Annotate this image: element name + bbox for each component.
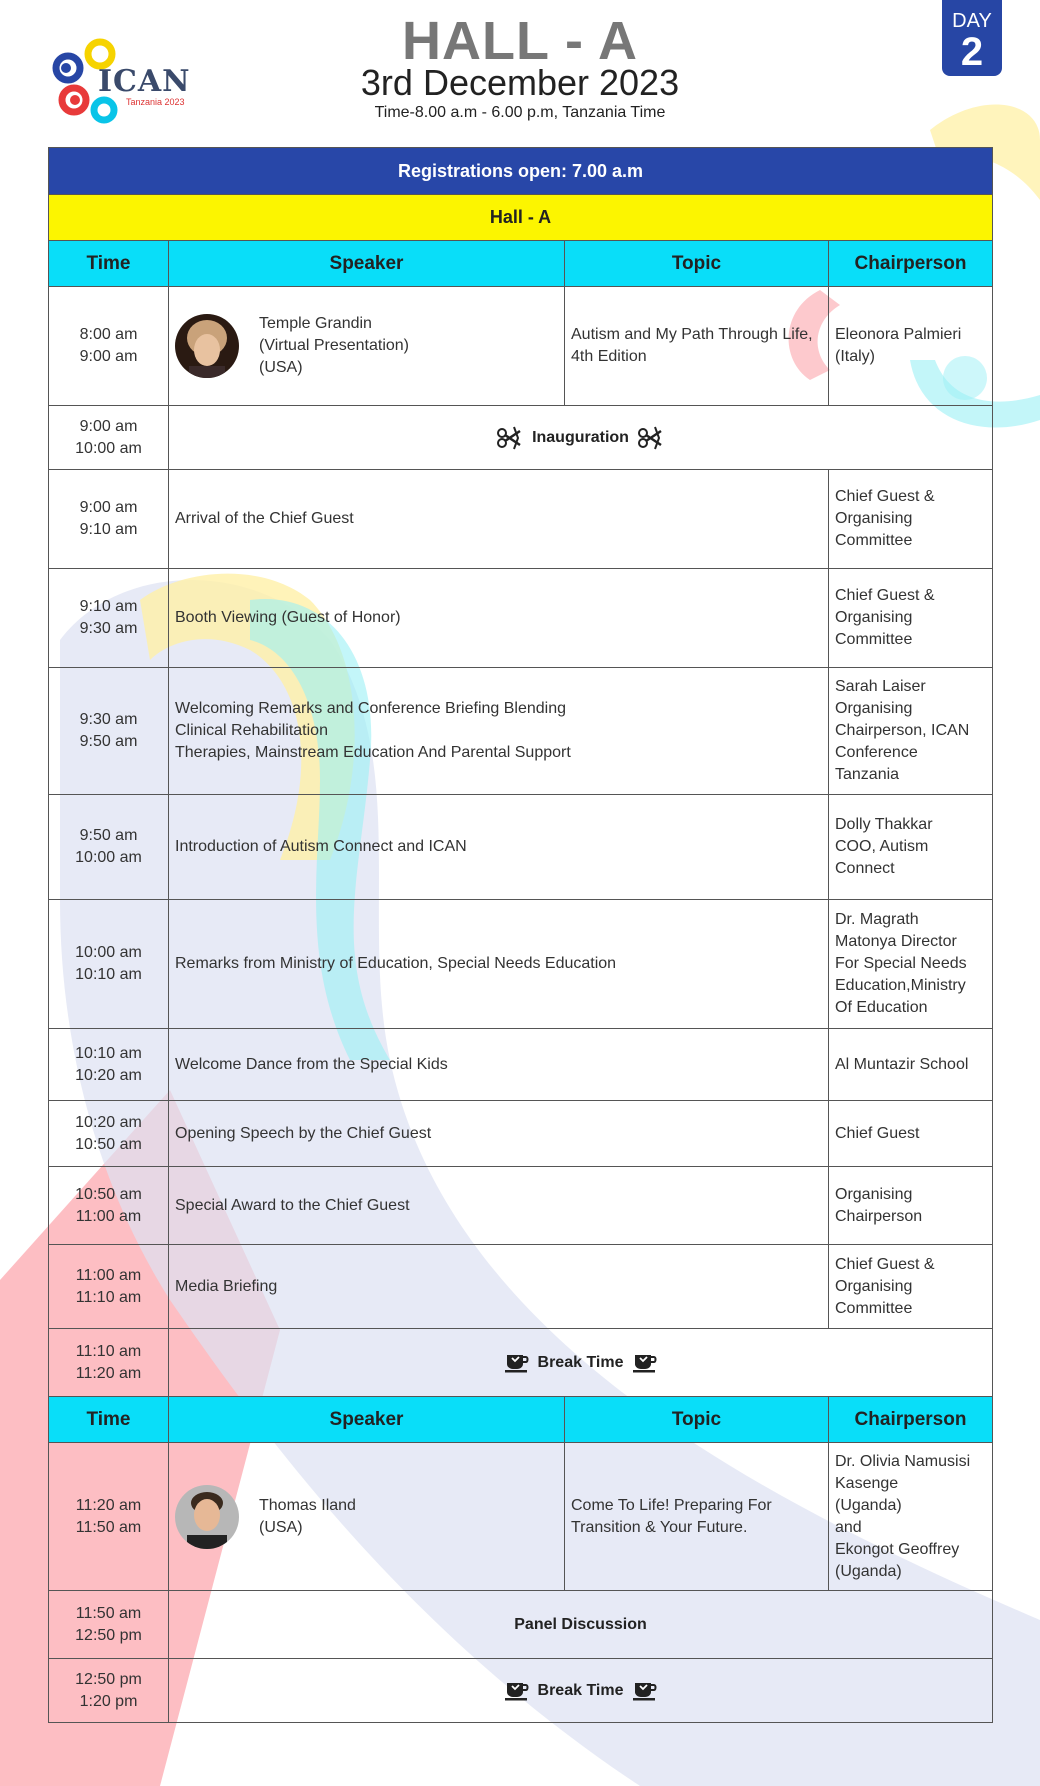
table-row — [49, 470, 993, 569]
speaker-country: (USA) — [259, 1518, 303, 1536]
coffee-cup-icon — [504, 1353, 530, 1373]
start-time: 9:00 am — [79, 499, 138, 516]
page-header — [0, 0, 1040, 140]
event-text: Arrival of the Chief Guest — [175, 510, 354, 527]
registration-banner — [49, 148, 993, 195]
chair-line: Ekongot Geoffrey — [835, 1540, 960, 1558]
end-time: 11:20 am — [75, 1364, 142, 1382]
hall-banner-text: Hall - A — [49, 195, 993, 241]
time-cell — [49, 1329, 169, 1397]
end-time: 10:20 am — [75, 1066, 142, 1084]
start-time: 8:00 am — [79, 326, 138, 343]
speaker-photo-temple-grandin — [175, 314, 239, 378]
end-time: 11:50 am — [75, 1518, 142, 1536]
time-cell — [49, 406, 169, 470]
time-cell — [49, 1029, 169, 1101]
chair-cell — [829, 900, 993, 1029]
start-time: 10:00 am — [75, 944, 142, 961]
table-row — [49, 668, 993, 795]
event-date: 3rd December 2023 — [360, 62, 680, 103]
time-cell — [49, 1443, 169, 1591]
column-header-chairperson: Chairperson — [829, 241, 993, 287]
time-cell — [49, 1245, 169, 1329]
column-header-row — [49, 241, 993, 287]
chair-line: Organising — [835, 1185, 913, 1203]
topic-cell: Autism and My Path Through Life, 4th Edition — [565, 287, 829, 406]
event-time: Time-8.00 a.m - 6.00 p.m, Tanzania Time — [374, 104, 666, 121]
speaker-country: (USA) — [259, 359, 303, 376]
chair-cell — [829, 1101, 993, 1167]
time-cell — [49, 1591, 169, 1659]
ribbon-cutting-icon — [496, 425, 524, 451]
speaker-note: (Virtual Presentation) — [259, 337, 409, 354]
break-cell — [169, 1659, 993, 1723]
chair-line: Conference — [835, 744, 918, 761]
start-time: 10:20 am — [75, 1113, 142, 1131]
day-label: DAY — [952, 10, 992, 32]
time-cell — [49, 1101, 169, 1167]
chair-line: Organising — [835, 609, 913, 626]
table-row — [49, 569, 993, 668]
end-time: 12:50 pm — [75, 1626, 142, 1644]
hall-banner — [49, 195, 993, 241]
chair-line: Connect — [835, 860, 895, 877]
chair-line: and — [835, 1518, 862, 1536]
start-time: 9:50 am — [79, 827, 138, 844]
chair-cell — [829, 470, 993, 569]
chair-cell — [829, 1245, 993, 1329]
chair-line: Chairperson, ICAN — [835, 722, 970, 739]
end-time: 9:10 am — [79, 521, 138, 538]
chair-line: Organising — [835, 1277, 913, 1295]
end-time: 10:00 am — [75, 849, 142, 866]
event-text: Opening Speech by the Chief Guest — [175, 1124, 432, 1142]
event-text: Special Award to the Chief Guest — [175, 1196, 410, 1214]
column-header-speaker: Speaker — [169, 241, 565, 287]
end-time: 9:00 am — [79, 348, 138, 365]
table-row — [49, 1329, 993, 1397]
hall-title: HALL - A — [402, 11, 638, 71]
chair-line: Tanzania — [835, 766, 900, 783]
chair-cell — [829, 795, 993, 900]
event-cell — [169, 668, 829, 795]
table-row — [49, 1245, 993, 1329]
schedule-table — [48, 147, 993, 1723]
chair-cell — [829, 1167, 993, 1245]
chair-line: Of Education — [835, 999, 928, 1016]
event-text: Media Briefing — [175, 1277, 278, 1295]
ribbon-cutting-icon — [637, 425, 665, 451]
chair-line: Organising — [835, 700, 913, 717]
registration-text: Registrations open: 7.00 a.m — [49, 148, 993, 195]
chair-line: Chief Guest & — [835, 1255, 935, 1273]
break-label: Break Time — [537, 1353, 624, 1371]
event-text: Clinical Rehabilitation — [175, 722, 328, 739]
speaker-cell — [169, 1443, 565, 1591]
column-header-topic: Topic — [565, 241, 829, 287]
chair-line: Eleonora Palmieri — [835, 326, 962, 343]
chair-cell — [829, 668, 993, 795]
event-cell — [169, 1029, 829, 1101]
event-text: Remarks from Ministry of Education, Special Needs Education — [175, 955, 617, 972]
chair-line: (Uganda) — [835, 1562, 902, 1580]
end-time: 9:50 am — [79, 733, 138, 750]
chair-line: For Special Needs — [835, 955, 967, 972]
chair-line: Matonya Director — [835, 933, 957, 950]
column-header-time: Time — [49, 1397, 169, 1443]
table-row — [49, 1659, 993, 1723]
start-time: 9:10 am — [79, 598, 138, 615]
table-row — [49, 1167, 993, 1245]
event-text: Welcome Dance from the Special Kids — [175, 1055, 448, 1073]
chair-line: (Italy) — [835, 348, 875, 365]
chair-line: Dr. Olivia Namusisi — [835, 1452, 971, 1470]
time-cell — [49, 795, 169, 900]
table-row — [49, 1029, 993, 1101]
event-text: Introduction of Autism Connect and ICAN — [175, 838, 467, 855]
chair-cell — [829, 1443, 993, 1591]
start-time: 11:20 am — [75, 1496, 142, 1514]
chair-line: (Uganda) — [835, 1496, 902, 1514]
start-time: 10:10 am — [75, 1044, 142, 1062]
event-cell — [169, 1167, 829, 1245]
chair-cell — [829, 569, 993, 668]
inauguration-cell — [169, 406, 993, 470]
inauguration-label: Inauguration — [532, 428, 629, 446]
end-time: 10:50 am — [75, 1135, 142, 1153]
speaker-name: Temple Grandin — [259, 315, 372, 332]
panel-discussion-cell: Panel Discussion — [169, 1591, 993, 1659]
chair-line: Organising — [835, 510, 913, 527]
event-cell — [169, 1101, 829, 1167]
chair-line: Education,Ministry — [835, 977, 966, 994]
column-header-chairperson: Chairperson — [829, 1397, 993, 1443]
time-cell — [49, 900, 169, 1029]
start-time: 11:10 am — [75, 1342, 142, 1360]
table-row — [49, 1443, 993, 1591]
chair-line: Chief Guest — [835, 1124, 920, 1142]
start-time: 9:00 am — [79, 417, 138, 435]
chair-line: Committee — [835, 631, 913, 648]
table-row — [49, 287, 993, 406]
time-cell — [49, 1659, 169, 1723]
event-cell — [169, 900, 829, 1029]
end-time: 11:10 am — [75, 1288, 142, 1306]
column-header-topic: Topic — [565, 1397, 829, 1443]
time-cell — [49, 668, 169, 795]
table-row — [49, 795, 993, 900]
speaker-cell — [169, 287, 565, 406]
chair-line: Committee — [835, 532, 913, 549]
chair-line: COO, Autism — [835, 838, 929, 855]
event-text: Welcoming Remarks and Conference Briefing Blending — [175, 700, 567, 717]
chair-line: Chairperson — [835, 1207, 923, 1225]
start-time: 11:00 am — [75, 1266, 142, 1284]
chair-cell — [829, 1029, 993, 1101]
chair-cell — [829, 287, 993, 406]
column-header-speaker: Speaker — [169, 1397, 565, 1443]
coffee-cup-icon — [632, 1681, 658, 1701]
time-cell — [49, 470, 169, 569]
start-time: 12:50 pm — [75, 1670, 142, 1688]
time-cell — [49, 287, 169, 406]
end-time: 9:30 am — [79, 620, 138, 637]
chair-line: Dr. Magrath — [835, 911, 919, 928]
table-row — [49, 1591, 993, 1659]
time-cell — [49, 1167, 169, 1245]
chair-line: Chief Guest & — [835, 587, 935, 604]
table-row — [49, 1101, 993, 1167]
chair-line: Al Muntazir School — [835, 1055, 969, 1073]
end-time: 11:00 am — [75, 1207, 142, 1225]
column-header-row — [49, 1397, 993, 1443]
event-text: Booth Viewing (Guest of Honor) — [175, 609, 401, 626]
chair-line: Sarah Laiser — [835, 678, 926, 695]
column-header-time: Time — [49, 241, 169, 287]
event-text: Therapies, Mainstream Education And Parental Support — [175, 744, 571, 761]
logo-text: ICAN — [98, 64, 191, 99]
table-row — [49, 900, 993, 1029]
end-time: 10:00 am — [75, 439, 142, 457]
logo-subtitle: Tanzania 2023 — [126, 97, 185, 107]
chair-line: Dolly Thakkar — [835, 816, 933, 833]
event-cell — [169, 470, 829, 569]
start-time: 10:50 am — [75, 1185, 142, 1203]
event-cell — [169, 1245, 829, 1329]
day-number: 2 — [960, 30, 984, 74]
speaker-name: Thomas Iland — [259, 1496, 356, 1514]
day-badge — [942, 0, 1002, 76]
coffee-cup-icon — [632, 1353, 658, 1373]
coffee-cup-icon — [504, 1681, 530, 1701]
event-cell — [169, 795, 829, 900]
table-row — [49, 406, 993, 470]
break-cell — [169, 1329, 993, 1397]
speaker-photo-thomas-iland — [175, 1485, 239, 1549]
topic-cell: Come To Life! Preparing For Transition & Your Future. — [565, 1443, 829, 1591]
end-time: 10:10 am — [75, 966, 142, 983]
end-time: 1:20 pm — [79, 1692, 138, 1710]
chair-line: Chief Guest & — [835, 488, 935, 505]
time-cell — [49, 569, 169, 668]
event-cell — [169, 569, 829, 668]
break-label: Break Time — [537, 1681, 624, 1699]
chair-line: Kasenge — [835, 1474, 899, 1492]
start-time: 9:30 am — [79, 711, 138, 728]
chair-line: Committee — [835, 1299, 913, 1317]
start-time: 11:50 am — [75, 1604, 142, 1622]
